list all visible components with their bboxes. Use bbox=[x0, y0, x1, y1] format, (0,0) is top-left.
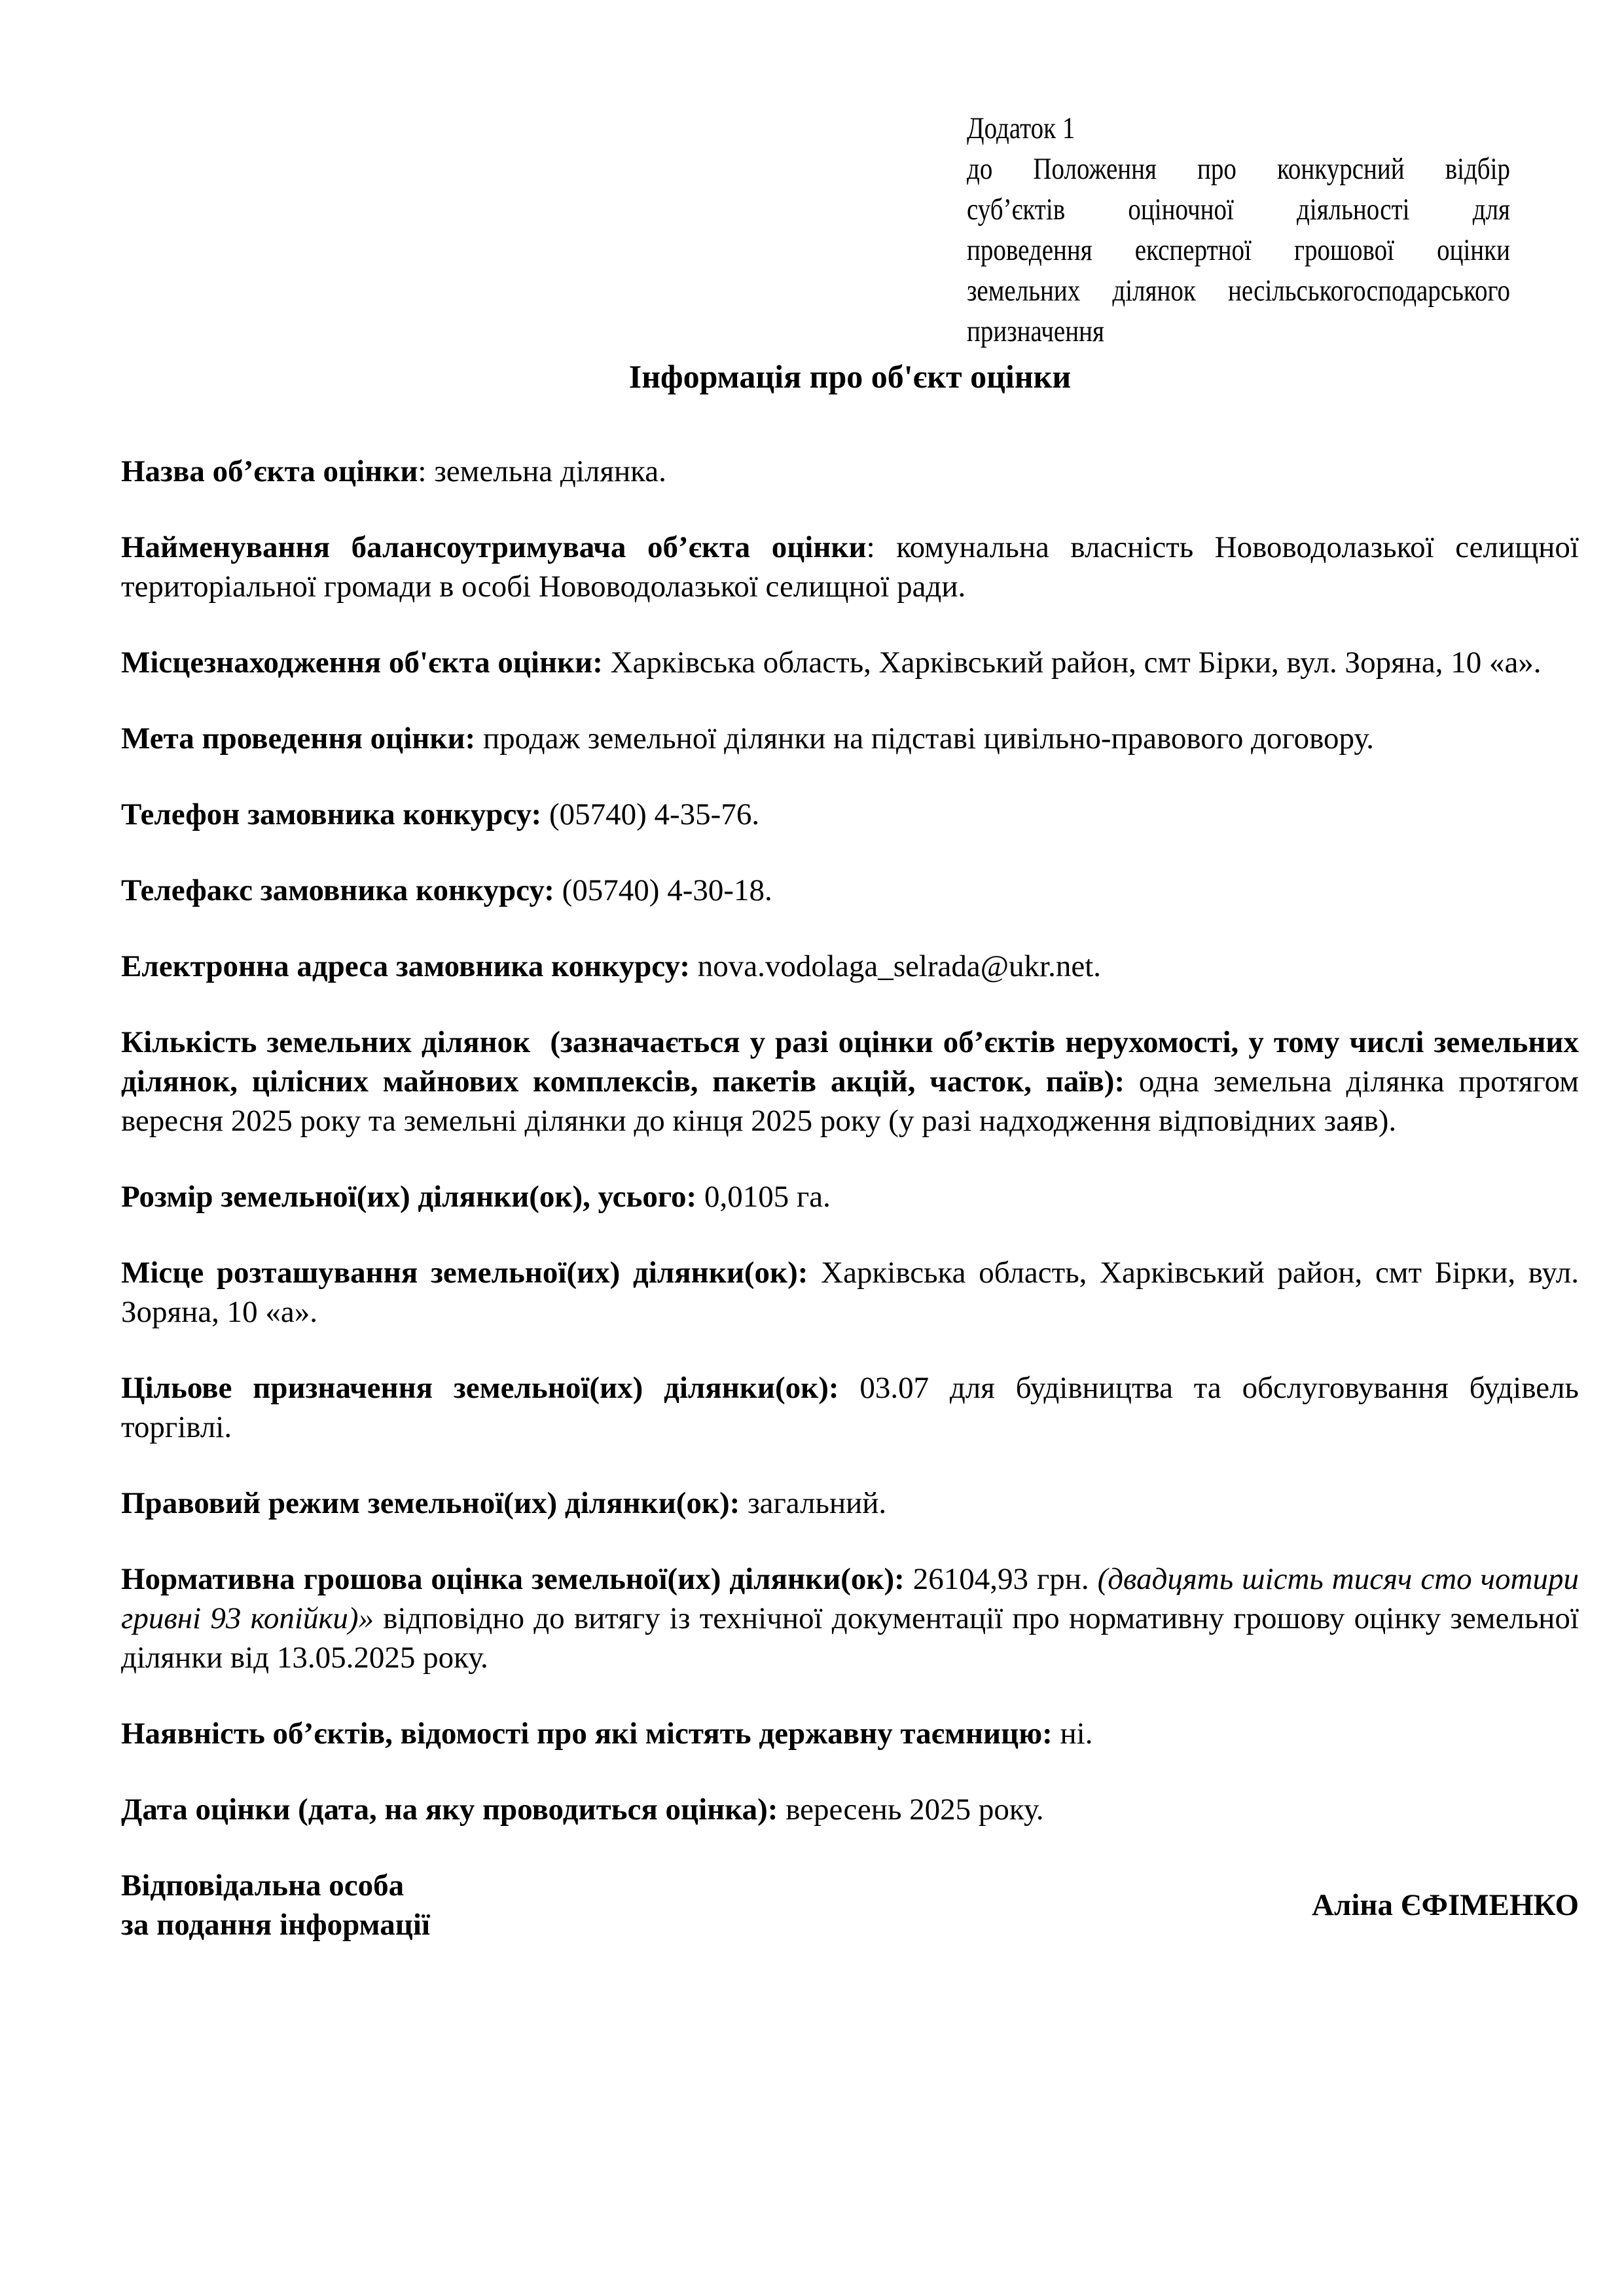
field-customer-fax bbox=[121, 871, 1579, 910]
field-label: Місцезнаходження об'єкта оцінки: bbox=[121, 646, 603, 680]
field-label: Місце розташування земельної(их) ділянки(ок): bbox=[121, 1256, 808, 1290]
field-object-name bbox=[121, 452, 1579, 491]
field-legal-regime bbox=[121, 1484, 1579, 1523]
field-value: продаж земельної ділянки на підставі цивільно-правового договору. bbox=[475, 721, 1374, 756]
signature-role bbox=[121, 1866, 430, 1944]
field-customer-email bbox=[121, 947, 1579, 986]
field-label: Кількість земельних ділянок (зазначається у разі оцінки об’єктів нерухомості, у тому числі земельних ділянок, цілісних майнових комплексів, пакетів акцій, часток, паїв): bbox=[121, 1025, 1579, 1099]
field-parcel-designation bbox=[121, 1368, 1579, 1447]
field-customer-phone bbox=[121, 795, 1579, 834]
field-value: Харківська область, Харківський район, смт Бірки, вул. Зоряна, 10 «а». bbox=[602, 646, 1542, 680]
field-value: Харківська область, Харківський район, смт Бірки, вул. Зоряна, 10 «а». bbox=[121, 1256, 1579, 1329]
field-value-italic: (двадцять шість тисяч сто чотири гривні 93 копійки)» bbox=[121, 1562, 1579, 1635]
signature-name: Аліна ЄФІМЕНКО bbox=[1312, 1888, 1579, 1922]
appendix-line: до Положення про конкурсний відбір bbox=[967, 152, 1510, 186]
page-title: Інформація про об'єкт оцінки bbox=[628, 358, 1072, 395]
field-value: 03.07 для будівництва та обслуговування будівель торгівлі. bbox=[121, 1371, 1579, 1444]
field-value: ні. bbox=[1052, 1717, 1093, 1751]
field-object-location bbox=[121, 643, 1579, 682]
field-label: Цільове призначення земельної(их) ділянки(ок): bbox=[121, 1371, 839, 1405]
field-value: 26104,93 грн. bbox=[904, 1562, 1098, 1596]
field-label: Мета проведення оцінки: bbox=[121, 721, 476, 756]
field-parcel-size bbox=[121, 1177, 1579, 1216]
field-value: загальний. bbox=[740, 1486, 887, 1520]
field-label: Наявність об’єктів, відомості про які містять державну таємницю: bbox=[121, 1717, 1053, 1751]
field-value: одна земельна ділянка протягом вересня 2025 року та земельні ділянки до кінця 2025 року (у разі надходження відповідних заяв). bbox=[121, 1065, 1579, 1138]
field-valuation-purpose bbox=[121, 719, 1579, 758]
field-value: 0,0105 га. bbox=[696, 1180, 831, 1214]
field-value: nova.vodolaga_selrada@ukr.net. bbox=[690, 949, 1102, 983]
field-value: : комунальна власність Нововодолазької селищної територіальної громади в особі Нововодолазької селищної ради. bbox=[121, 530, 1579, 604]
signature-role-line: за подання інформації bbox=[121, 1908, 430, 1942]
field-valuation-date bbox=[121, 1790, 1579, 1829]
signature-role-line: Відповідальна особа bbox=[121, 1868, 405, 1903]
field-label: Електронна адреса замовника конкурсу: bbox=[121, 949, 691, 983]
field-label: Телефон замовника конкурсу: bbox=[121, 797, 542, 831]
field-balance-holder bbox=[121, 528, 1579, 606]
field-label: Правовий режим земельної(их) ділянки(ок): bbox=[121, 1486, 740, 1520]
field-value: вересень 2025 року. bbox=[778, 1793, 1044, 1827]
field-value: відповідно до витягу із технічної документації про нормативну грошову оцінку земельної ділянки від 13.05.2025 року. bbox=[121, 1601, 1579, 1675]
field-value: (05740) 4-35-76. bbox=[541, 797, 760, 831]
signature-block bbox=[121, 1866, 1579, 1944]
appendix-line: земельних ділянок несільськогосподарського bbox=[967, 274, 1510, 308]
field-value: : земельна ділянка. bbox=[418, 454, 666, 488]
field-label: Дата оцінки (дата, на яку проводиться оцінка): bbox=[121, 1793, 778, 1827]
field-parcel-location bbox=[121, 1253, 1579, 1332]
field-label: Телефакс замовника конкурсу: bbox=[121, 873, 554, 907]
appendix-line: проведення експертної грошової оцінки bbox=[967, 233, 1510, 267]
field-label: Назва об’єкта оцінки bbox=[121, 454, 418, 488]
appendix-line: призначення bbox=[967, 314, 1104, 348]
field-label: Розмір земельної(их) ділянки(ок), усього: bbox=[121, 1180, 697, 1214]
field-label: Найменування балансоутримувача об’єкта оцінки bbox=[121, 530, 867, 564]
field-state-secret bbox=[121, 1714, 1579, 1753]
appendix-note bbox=[967, 108, 1510, 352]
field-normative-valuation bbox=[121, 1559, 1579, 1677]
appendix-line: суб’єктів оціночної діяльності для bbox=[967, 192, 1510, 227]
field-value: (05740) 4-30-18. bbox=[554, 873, 772, 907]
appendix-line: Додаток 1 bbox=[967, 111, 1075, 145]
field-parcel-count bbox=[121, 1023, 1579, 1140]
field-label: Нормативна грошова оцінка земельної(их) ділянки(ок): bbox=[121, 1562, 905, 1596]
